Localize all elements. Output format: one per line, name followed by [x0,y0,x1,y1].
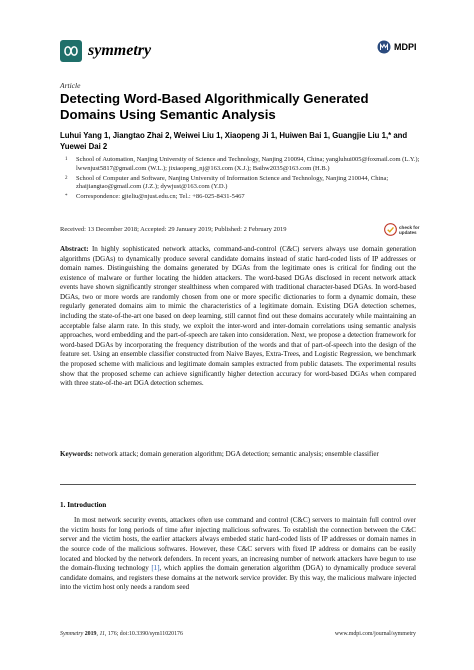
footer-url[interactable]: www.mdpi.com/journal/symmetry [334,631,416,637]
keywords [60,450,416,460]
keywords-label: Keywords: [60,450,93,458]
affiliation-marker: * [65,194,68,200]
affiliation-marker: 1 [65,157,68,162]
affiliation-marker: 2 [65,175,68,181]
check-updates-line2: updates [399,229,417,235]
mdpi-logo[interactable] [377,40,417,54]
section-divider [60,484,416,485]
footer-journal: Symmetry [60,631,84,637]
affiliations [60,156,420,203]
mdpi-badge-icon [377,40,391,54]
abstract-label: Abstract: [60,245,89,253]
correspondence-text: Correspondence: gjieliu@njust.edu.cn; Tel.: +86-025-8431-5467 [76,193,245,201]
abstract-text: In highly sophisticated network attacks, command-and-control (C&C) servers always use domain generation algorithms (DGAs) to dynamically produce several candidate domains instead of static hard-coded lists of IP addresses or domain names. Distinguishing the domains generated by DGAs from the legitimate ones is critical for finding out the existence of malware or further locating the hidden attackers. The word-based DGAs disclosed in recent network attack events have shown significantly stronger stealthiness when compared with traditional character-based DGAs. In word-based DGAs, two or more words are randomly chosen from one or more specific dictionaries to form a dynamic domain, these regularly generated domains aim to mimic the characteristics of a legitimate domain. Existing DGA detection schemes, including the state-of-the-art one based on deep learning, still cannot find out these domains accurately while maintaining an acceptable false alarm rate. In this study, we exploit the inter-word and inter-domain correlations using semantic analysis approaches, word embedding and the part-of-speech are taken into consideration. Next, we propose a detection framework for word-based DGAs by incorporating the frequency distribution of the words and that of part-of-speech into the design of the feature set. Using an ensemble classifier constructed from Naive Bayes, Extra-Trees, and Logistic Regression, we benchmark the proposed scheme with malicious and legitimate domain samples extracted from public datasets. The experimental results show that the proposed scheme can achieve significantly higher detection accuracy for word-based DGAs when compared with three state-of-the-art DGA detection schemes. [60,245,416,388]
publication-dates: Received: 13 December 2018; Accepted: 29 January 2019; Published: 2 February 2019 [60,226,287,233]
publisher-name: MDPI [394,42,417,52]
check-updates-icon [384,223,397,236]
article-title: Detecting Word-Based Algorithmically Generated Domains Using Semantic Analysis [60,91,369,122]
author-list: Luhui Yang 1, Jiangtao Zhai 2, Weiwei Liu 1, Xiaopeng Ji 1, Huiwen Bai 1, Guangjie Liu 1,* and Yuewei Dai 2 [60,131,408,151]
intro-text-2: , which applies the domain generation algorithm (DGA) to dynamically produce several candidate domains, and registers these domains at the network service provider. By this way, the malicious malware injected into the victim host only needs a random seed [60,564,417,592]
citation-link[interactable]: [1] [151,564,160,573]
footer-citation: Symmetry 2019, 11, 176; doi:10.3390/sym11020176 [60,631,183,637]
check-updates-line1: check for [399,224,420,230]
page-footer [60,631,416,637]
footer-volume: 11 [99,631,105,637]
check-for-updates-badge[interactable] [384,223,419,236]
introduction-paragraph [60,516,416,593]
symmetry-logo-icon [60,40,82,62]
affiliation-text: School of Automation, Nanjing University of Science and Technology, Nanjing 210094, China; yangluhui005@foxmail.com (L.Y.); lwwnjust5817@gmail.com (W.L.); jixiaopeng_nj@163.com (X.J.); Baihw2035@163.com (H.B.) [76,156,420,172]
section-heading: 1. Introduction [60,501,107,509]
check-updates-text [399,225,419,235]
affiliation-2 [60,175,420,193]
footer-doi: , 176; doi:10.3390/sym11020176 [104,631,183,637]
keywords-text: network attack; domain generation algorithm; DGA detection; semantic analysis; ensemble classifier [94,450,379,458]
correspondence [60,193,420,202]
footer-year: 2019 [84,631,97,637]
intro-text-1: In most network security events, attackers often use command and control (C&C) servers to maintain full control over the victim hosts for long periods of time after injecting malicious softwares. To establish the connection between the C&C server and the victim hosts, the earlier attackers always embeded static hard-coded lists of IP addresses or domain names in the source code of the malicious softwares. However, these C&C servers with fixed IP address or domains can be easily located and blocked by the network defenders. In recent years, an increasing number of network attackers have begun to use the domain-fluxing technology [60,516,416,573]
affiliation-1 [60,156,420,174]
abstract [60,245,416,389]
journal-name: symmetry [88,42,152,59]
affiliation-text: School of Computer and Software, Nanjing University of Information Science and Technology, Nanjing 210044, China; zhaijiangtao@gmail.com (J.Z.); dywjust@163.com (Y.D.) [76,174,389,191]
article-type: Article [60,81,81,90]
journal-logo[interactable] [60,40,151,62]
